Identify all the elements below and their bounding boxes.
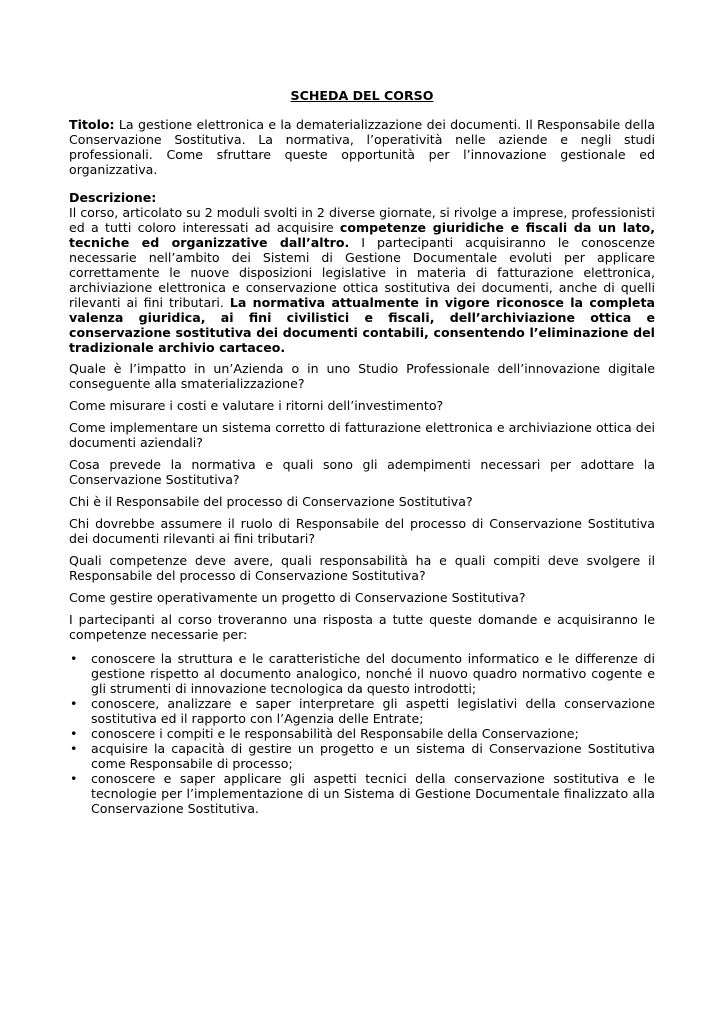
list-item (69, 741, 655, 771)
list-item-text: acquisire la capacità di gestire un progetto e un sistema di Conservazione Sostitutiva come Responsabile di processo; (91, 741, 655, 771)
list-item (69, 771, 655, 816)
bullet-icon: • (70, 651, 78, 666)
question-2: Come misurare i costi e valutare i ritorni dell’investimento? (69, 398, 444, 413)
description-part-1: Il corso, articolato su 2 moduli svolti in 2 diverse giornate, si rivolge a imprese, professionisti ed a tutti coloro interessati ad acquisire (69, 205, 655, 235)
bullet-icon: • (70, 696, 78, 711)
list-item (69, 651, 655, 696)
list-item (69, 726, 655, 741)
bullet-icon: • (70, 771, 78, 786)
list-item (69, 696, 655, 726)
question-6: Chi dovrebbe assumere il ruolo di Responsabile del processo di Conservazione Sostitutiva dei documenti rilevanti ai fini tributari? (69, 516, 655, 546)
title-label: Titolo: (69, 117, 115, 132)
question-8: Come gestire operativamente un progetto di Conservazione Sostitutiva? (69, 590, 526, 605)
question-7: Quali competenze deve avere, quali responsabilità ha e quali compiti deve svolgere il Responsabile del processo di Conservazione Sostitutiva? (69, 553, 655, 583)
description-part-2: I partecipanti acquisiranno le conoscenze necessarie nell’ambito dei Sistemi di Gestione Documentale evoluti per applicare correttamente le nuove disposizioni legislative in materia di fatturazione elettronica, archiviazione elettronica e conservazione ottica sostitutiva dei documenti, anche di quelli rilevanti ai fini tributari. (69, 235, 655, 310)
competences-list (69, 651, 655, 816)
title-text: La gestione elettronica e la dematerializzazione dei documenti. Il Responsabile della Conservazione Sostitutiva. La normativa, l’operatività nelle aziende e negli studi professionali. Come sfruttare queste opportunità per l’innovazione gestionale ed organizzativa. (69, 117, 655, 177)
list-item-text: conoscere i compiti e le responsabilità del Responsabile della Conservazione; (91, 726, 579, 741)
list-item-text: conoscere e saper applicare gli aspetti tecnici della conservazione sostitutiva e le tecnologie per l’implementazione di un Sistema di Gestione Documentale finalizzato alla Conservazione Sostitutiva. (91, 771, 655, 816)
description-bold-2: La normativa attualmente in vigore riconosce la completa valenza giuridica, ai fini civilistici e fiscali, dell’archiviazione ottica e conservazione sostitutiva dei documenti contabili, consentendo l’eliminazione del tradizionale archivio cartaceo. (69, 295, 655, 355)
list-item-text: conoscere la struttura e le caratteristiche del documento informatico e le differenze di gestione rispetto al documento analogico, nonché il nuovo quadro normativo cogente e gli strumenti di innovazione tecnologica da questo introdotti; (91, 651, 655, 696)
intro-paragraph: I partecipanti al corso troveranno una risposta a tutte queste domande e acquisiranno le competenze necessarie per: (69, 612, 655, 642)
question-5: Chi è il Responsabile del processo di Conservazione Sostitutiva? (69, 494, 473, 509)
document-header: SCHEDA DEL CORSO (290, 88, 434, 103)
question-1: Quale è l’impatto in un’Azienda o in uno Studio Professionale dell’innovazione digitale conseguente alla smaterializzazione? (69, 361, 655, 391)
description-paragraph (69, 205, 655, 355)
question-3: Come implementare un sistema corretto di fatturazione elettronica e archiviazione ottica dei documenti aziendali? (69, 420, 655, 450)
description-label: Descrizione: (69, 190, 157, 205)
bullet-icon: • (70, 741, 78, 756)
description-bold-1: competenze giuridiche e fiscali da un lato, tecniche ed organizzative dall’altro. (69, 220, 655, 250)
question-4: Cosa prevede la normativa e quali sono gli adempimenti necessari per adottare la Conservazione Sostitutiva? (69, 457, 655, 487)
list-item-text: conoscere, analizzare e saper interpretare gli aspetti legislativi della conservazione sostitutiva ed il rapporto con l’Agenzia delle Entrate; (91, 696, 655, 726)
course-title-paragraph (69, 117, 655, 177)
bullet-icon: • (70, 726, 78, 741)
